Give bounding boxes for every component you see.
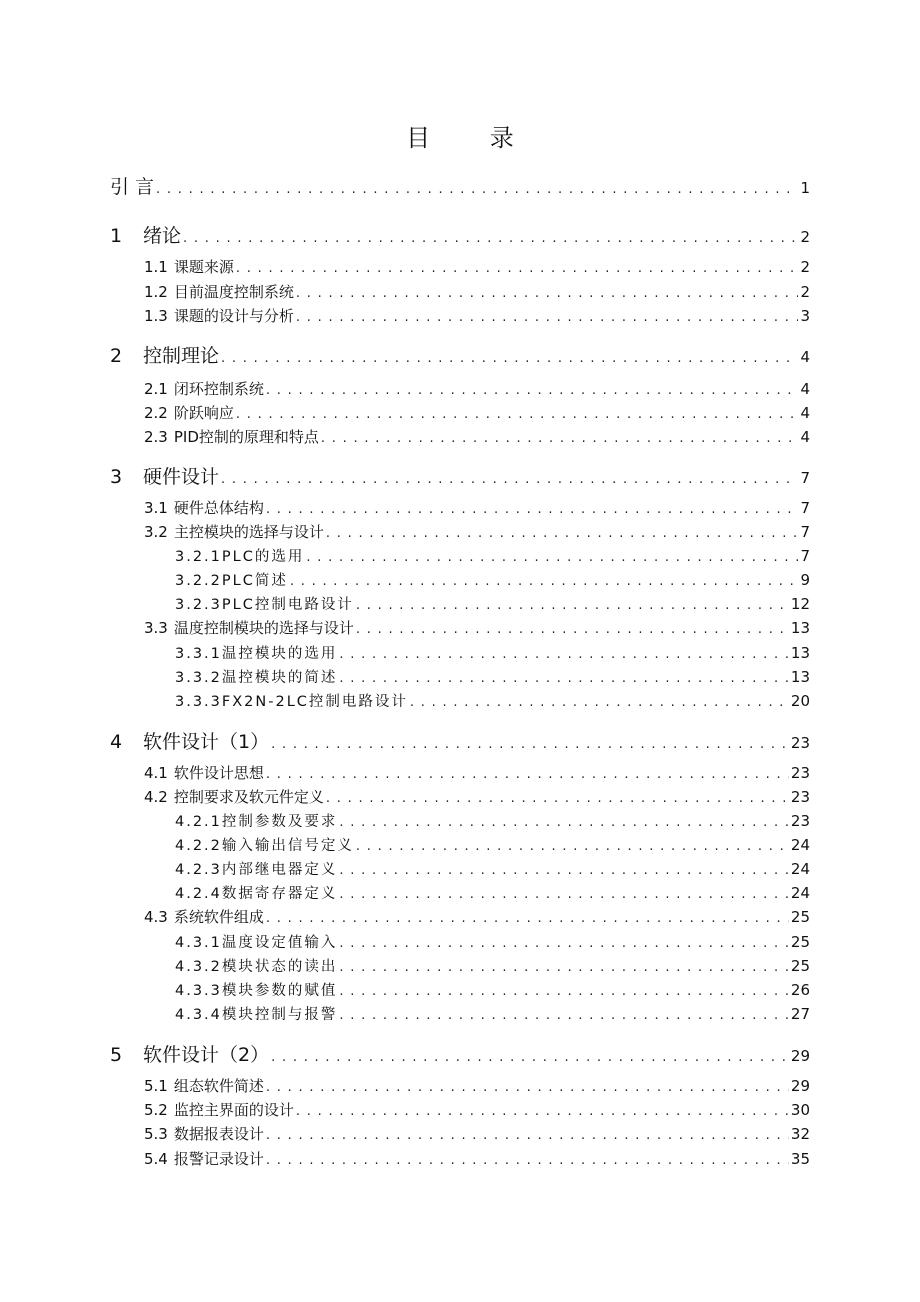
toc-entry-title: 阶跃响应 bbox=[173, 404, 234, 422]
toc-entry-page: 25 bbox=[790, 957, 810, 975]
dot-leader bbox=[356, 622, 789, 637]
toc-entry[interactable] bbox=[175, 955, 810, 976]
toc-entry-title: 4.2.4数据寄存器定义 bbox=[175, 886, 338, 902]
toc-entry-page: 7 bbox=[800, 547, 810, 565]
toc-entry[interactable] bbox=[110, 727, 810, 754]
dot-leader bbox=[221, 472, 798, 487]
toc-entry-page: 24 bbox=[790, 836, 810, 854]
toc-entry-title: 组态软件简述 bbox=[173, 1077, 264, 1095]
dot-leader bbox=[296, 1104, 789, 1119]
toc-entry-number: 5.4 bbox=[144, 1150, 168, 1168]
dot-leader bbox=[271, 1050, 789, 1065]
toc-entry-title: 软件设计（1） bbox=[143, 731, 270, 753]
dot-leader bbox=[356, 839, 789, 854]
dot-leader bbox=[266, 502, 799, 517]
dot-leader bbox=[306, 550, 798, 565]
dot-leader bbox=[296, 310, 799, 325]
dot-leader bbox=[339, 647, 789, 662]
toc-entry-title: 引 言 bbox=[110, 176, 155, 198]
toc-entry[interactable] bbox=[175, 931, 810, 952]
toc-entry-number: 5 bbox=[110, 1044, 123, 1066]
toc-entry[interactable] bbox=[110, 1040, 810, 1067]
toc-entry-page: 30 bbox=[790, 1101, 810, 1119]
toc-entry-title: 控制理论 bbox=[143, 345, 220, 367]
toc-entry-title: 监控主界面的设计 bbox=[173, 1101, 294, 1119]
toc-entry[interactable] bbox=[144, 1148, 810, 1169]
toc-entry-title: 软件设计思想 bbox=[173, 764, 264, 782]
toc-entry-page: 27 bbox=[790, 1005, 810, 1023]
dot-leader bbox=[296, 286, 799, 301]
dot-leader bbox=[339, 671, 789, 686]
toc-entry-title: 课题的设计与分析 bbox=[173, 307, 294, 325]
toc-entry-page: 13 bbox=[790, 668, 810, 686]
toc-entry[interactable] bbox=[144, 402, 810, 423]
toc-entry[interactable] bbox=[144, 1123, 810, 1144]
dot-leader bbox=[221, 351, 798, 366]
toc-entry-page: 25 bbox=[790, 933, 810, 951]
toc-entry-page: 4 bbox=[800, 348, 810, 366]
toc-entry-page: 7 bbox=[800, 499, 810, 517]
toc-entry-number: 5.2 bbox=[144, 1101, 168, 1119]
dot-leader bbox=[236, 407, 799, 422]
toc-entry-number: 5.3 bbox=[144, 1125, 168, 1143]
toc-entry-title: 3.2.2PLC简述 bbox=[175, 573, 288, 589]
toc-entry-page: 23 bbox=[790, 734, 810, 752]
toc-entry-page: 7 bbox=[800, 523, 810, 541]
toc-entry[interactable] bbox=[144, 617, 810, 638]
toc-entry[interactable] bbox=[175, 569, 810, 590]
toc-entry[interactable] bbox=[144, 426, 810, 447]
toc-entry-title: 4.3.4模块控制与报警 bbox=[175, 1007, 338, 1023]
toc-entry-page: 2 bbox=[800, 283, 810, 301]
dot-leader bbox=[321, 431, 799, 446]
toc-entry-number: 2.1 bbox=[144, 380, 168, 398]
dot-leader bbox=[339, 1008, 789, 1023]
toc-entry[interactable] bbox=[175, 690, 810, 711]
toc-entry-title: 3.3.3FX2N-2LC控制电路设计 bbox=[175, 694, 408, 710]
toc-entry[interactable] bbox=[144, 906, 810, 927]
toc-entry[interactable] bbox=[144, 1099, 810, 1120]
toc-entry[interactable] bbox=[144, 256, 810, 277]
toc-entry-title: 控制要求及软元件定义 bbox=[173, 788, 324, 806]
toc-entry[interactable] bbox=[175, 882, 810, 903]
toc-entry-number: 1.3 bbox=[144, 307, 168, 325]
toc-entry[interactable] bbox=[144, 786, 810, 807]
toc-entry-number: 4.3 bbox=[144, 908, 168, 926]
toc-entry-title: 4.2.1控制参数及要求 bbox=[175, 814, 338, 830]
toc-entry-page: 26 bbox=[790, 981, 810, 999]
toc-entry[interactable] bbox=[144, 497, 810, 518]
dot-leader bbox=[290, 574, 799, 589]
toc-entry-number: 2.3 bbox=[144, 428, 168, 446]
dot-leader bbox=[326, 791, 789, 806]
toc-entry-title: 4.2.2输入输出信号定义 bbox=[175, 838, 354, 854]
toc-entry-title: 系统软件组成 bbox=[173, 908, 264, 926]
toc-entry-number: 2 bbox=[110, 345, 123, 367]
toc-entry-title: 3.2.3PLC控制电路设计 bbox=[175, 597, 354, 613]
page-title: 目 录 bbox=[406, 124, 540, 152]
toc-entry[interactable] bbox=[175, 642, 810, 663]
dot-leader bbox=[339, 960, 789, 975]
toc-entry-title: 4.3.3模块参数的赋值 bbox=[175, 983, 338, 999]
toc-entry[interactable] bbox=[110, 221, 810, 248]
toc-entry-title: 主控模块的选择与设计 bbox=[173, 523, 324, 541]
toc-entry-page: 23 bbox=[790, 764, 810, 782]
dot-leader bbox=[339, 887, 789, 902]
toc-entry-title: 报警记录设计 bbox=[173, 1150, 264, 1168]
toc-entry[interactable] bbox=[110, 462, 810, 489]
toc-entry-title: 软件设计（2） bbox=[143, 1044, 270, 1066]
toc-entry[interactable] bbox=[144, 305, 810, 326]
toc-entry-number: 3 bbox=[110, 466, 123, 488]
toc-entry[interactable] bbox=[144, 281, 810, 302]
toc-entry-title: 目前温度控制系统 bbox=[173, 283, 294, 301]
toc-entry-title: 3.3.2温控模块的简述 bbox=[175, 670, 338, 686]
toc-entry-number: 4.2 bbox=[144, 788, 168, 806]
toc-entry-page: 3 bbox=[800, 307, 810, 325]
dot-leader bbox=[339, 936, 789, 951]
toc-entry-page: 24 bbox=[790, 884, 810, 902]
toc-entry-page: 4 bbox=[800, 428, 810, 446]
dot-leader bbox=[339, 863, 789, 878]
toc-entry-page: 4 bbox=[800, 404, 810, 422]
dot-leader bbox=[339, 984, 789, 999]
dot-leader bbox=[266, 767, 789, 782]
toc-entry-page: 12 bbox=[790, 595, 810, 613]
toc-entry-page: 29 bbox=[790, 1077, 810, 1095]
toc-entry-page: 23 bbox=[790, 788, 810, 806]
toc-entry[interactable] bbox=[175, 810, 810, 831]
toc-entry-page: 32 bbox=[790, 1125, 810, 1143]
toc-entry-page: 25 bbox=[790, 908, 810, 926]
toc-entry-title: 绪论 bbox=[143, 225, 182, 247]
toc-entry-number: 1 bbox=[110, 225, 123, 247]
toc-entry-page: 29 bbox=[790, 1047, 810, 1065]
toc-entry-title: 闭环控制系统 bbox=[173, 380, 264, 398]
toc-entry-title: 3.3.1温控模块的选用 bbox=[175, 646, 338, 662]
toc-entry-title: PID控制的原理和特点 bbox=[173, 428, 319, 446]
toc-entry-page: 9 bbox=[800, 571, 810, 589]
toc-entry[interactable] bbox=[144, 521, 810, 542]
toc-entry-number: 1.1 bbox=[144, 258, 168, 276]
toc-entry-title: 数据报表设计 bbox=[173, 1125, 264, 1143]
dot-leader bbox=[266, 383, 799, 398]
toc-entry-page: 23 bbox=[790, 812, 810, 830]
toc-entry[interactable] bbox=[144, 762, 810, 783]
dot-leader bbox=[339, 815, 789, 830]
toc-entry[interactable] bbox=[175, 666, 810, 687]
toc-entry-page: 4 bbox=[800, 380, 810, 398]
toc-entry-number: 3.3 bbox=[144, 619, 168, 637]
dot-leader bbox=[271, 737, 789, 752]
toc-entry-title: 3.2.1PLC的选用 bbox=[175, 549, 305, 565]
toc-entry-page: 24 bbox=[790, 860, 810, 878]
toc-entry-page: 20 bbox=[790, 692, 810, 710]
dot-leader bbox=[326, 526, 799, 541]
toc-entry[interactable] bbox=[175, 858, 810, 879]
toc-entry-number: 4.1 bbox=[144, 764, 168, 782]
toc-entry-number: 3.2 bbox=[144, 523, 168, 541]
dot-leader bbox=[236, 261, 799, 276]
dot-leader bbox=[410, 695, 789, 710]
toc-entry-page: 1 bbox=[800, 179, 810, 197]
toc-entry-title: 4.2.3内部继电器定义 bbox=[175, 862, 338, 878]
toc-entry[interactable] bbox=[175, 593, 810, 614]
toc-entry-number: 3.1 bbox=[144, 499, 168, 517]
dot-leader bbox=[156, 182, 798, 197]
dot-leader bbox=[266, 1128, 789, 1143]
dot-leader bbox=[266, 1153, 789, 1168]
toc-entry-title: 硬件总体结构 bbox=[173, 499, 264, 517]
toc-entry-number: 1.2 bbox=[144, 283, 168, 301]
toc-entry-page: 13 bbox=[790, 644, 810, 662]
toc-entry[interactable] bbox=[175, 1003, 810, 1024]
dot-leader bbox=[266, 1080, 789, 1095]
dot-leader bbox=[183, 231, 798, 246]
toc-entry[interactable] bbox=[175, 979, 810, 1000]
toc-entry-number: 4 bbox=[110, 731, 123, 753]
toc-entry[interactable] bbox=[110, 341, 810, 368]
toc-entry-page: 2 bbox=[800, 258, 810, 276]
toc-entry[interactable] bbox=[175, 834, 810, 855]
toc-entry-page: 35 bbox=[790, 1150, 810, 1168]
toc-entry-page: 2 bbox=[800, 228, 810, 246]
toc-entry[interactable] bbox=[110, 172, 810, 199]
dot-leader bbox=[266, 911, 789, 926]
toc-entry[interactable] bbox=[175, 545, 810, 566]
toc-entry-page: 13 bbox=[790, 619, 810, 637]
toc-entry-title: 硬件设计 bbox=[143, 466, 220, 488]
toc-entry-title: 4.3.1温度设定值输入 bbox=[175, 935, 338, 951]
toc-entry-title: 温度控制模块的选择与设计 bbox=[173, 619, 354, 637]
toc-entry-title: 课题来源 bbox=[173, 258, 234, 276]
toc-entry-number: 5.1 bbox=[144, 1077, 168, 1095]
dot-leader bbox=[356, 598, 789, 613]
toc-entry-number: 2.2 bbox=[144, 404, 168, 422]
toc-entry-title: 4.3.2模块状态的读出 bbox=[175, 959, 338, 975]
toc-entry-page: 7 bbox=[800, 469, 810, 487]
toc-entry[interactable] bbox=[144, 378, 810, 399]
toc-entry[interactable] bbox=[144, 1075, 810, 1096]
